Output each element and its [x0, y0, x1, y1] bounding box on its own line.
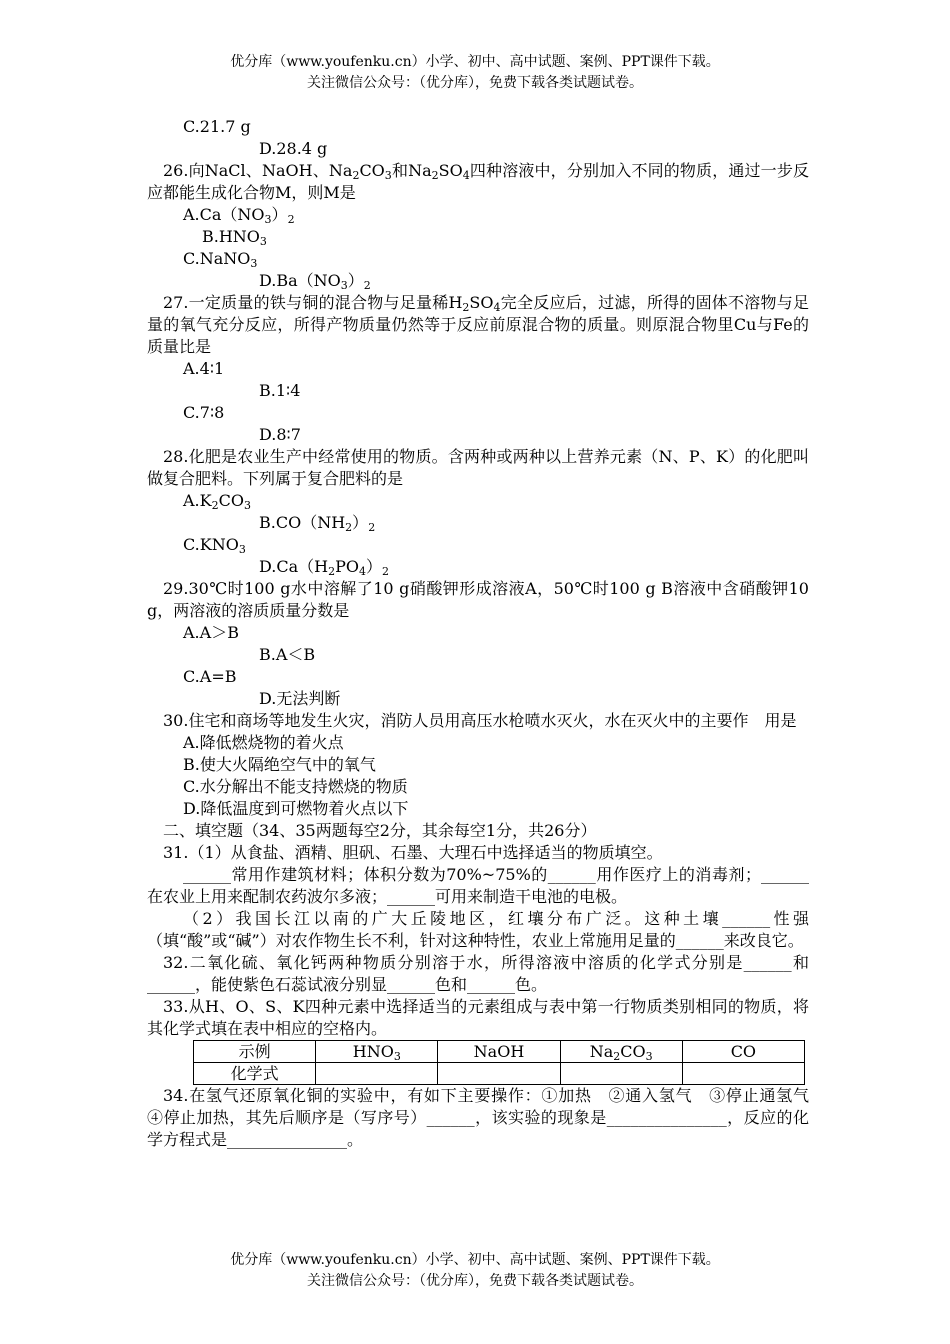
table-row — [194, 1041, 805, 1063]
q30-option-d: D.降低温度到可燃物着火点以下 — [183, 799, 409, 818]
q28-option-b: $B.CO(NH_2)_2$ — [259, 513, 376, 534]
q26-option-b: $B.HNO_3$ — [202, 227, 267, 248]
q29-option-c: C.A=B — [183, 667, 237, 686]
q29-option-a: A.A＞B — [183, 623, 239, 642]
q30-option-b: B.使大火隔绝空气中的氧气 — [183, 755, 376, 774]
q27-option-d: D.8∶7 — [259, 425, 301, 444]
q27-option-a: A.4∶1 — [183, 359, 225, 378]
q29-stem: 29.30℃时100 g水中溶解了10 g硝酸钾形成溶液A，50℃时100 g B溶液中含硝酸钾10 g，两溶液的溶质质量分数是 — [147, 579, 809, 620]
q30-stem: 30.住宅和商场等地发生火灾，消防人员用高压水枪喷水灭火，水在灭火中的主要作 用是 — [163, 711, 797, 730]
q30-option-a: A.降低燃烧物的着火点 — [183, 733, 344, 752]
footer-line-2: 关注微信公众号：（优分库），免费下载各类试题试卷。 — [307, 1273, 643, 1289]
table-cell: 示例 — [194, 1041, 316, 1063]
q26-option-a: $A.Ca(NO_3)_2$ — [183, 205, 295, 226]
q28-option-d: $D.Ca(H_2PO_4)_2$ — [259, 557, 389, 578]
table-cell: NaOH — [438, 1041, 560, 1063]
q27-stem: 27.一定质量的铁与铜的混合物与足量稀$H_2SO_4$完全反应后，过滤，所得的固体不溶物与足量的氧气充分反应，所得产物质量仍然等于反应前原混合物的质量。则原混合物里Cu与Fe的质量比是 — [147, 293, 809, 356]
q26-stem: 26.向NaCl、NaOH、$Na_2CO_3$和$Na_2SO_4$四种溶液中，分别加入不同的物质，通过一步反应都能生成化合物M，则M是 — [147, 161, 809, 202]
q31-part1-blanks: ______常用作建筑材料；体积分数为70%~75%的______用作医疗上的消毒剂；______在农业上用来配制农药波尔多液；______可用来制造干电池的电极。 — [147, 865, 809, 906]
exam-content — [147, 116, 826, 1151]
table-cell: CO — [682, 1041, 804, 1063]
q28-option-a: $A.K_2CO_3$ — [183, 491, 251, 512]
q33-text: 33.从H、O、S、K四种元素中选择适当的元素组成与表中第一行物质类别相同的物质，将其化学式填在表中相应的空格内。 — [147, 997, 809, 1038]
q25-option-d: D.28.4 g — [259, 139, 328, 158]
q34-text: 34.在氢气还原氧化铜的实验中，有如下主要操作：①加热 ②通入氢气 ③停止通氢气 ④停止加热，其先后顺序是（写序号）______，该实验的现象是_______________，反应的化学方程式是_______________。 — [147, 1086, 826, 1149]
q26-option-c: C.NaNO$_3$ — [183, 249, 258, 270]
q26-option-d: $D.Ba(NO_3)_2$ — [259, 271, 371, 292]
q27-option-b: B.1∶4 — [259, 381, 301, 400]
header-line-1: 优分库（www.youfenku.cn）小学、初中、高中试题、案例、PPT课件下载。 — [230, 54, 720, 70]
table-cell: $HNO_3$ — [316, 1041, 438, 1063]
answer-cell — [560, 1063, 682, 1085]
page-header — [0, 52, 950, 94]
answer-cell — [438, 1063, 560, 1085]
q27-option-c: C.7∶8 — [183, 403, 225, 422]
q28-option-c: $C.KNO_3$ — [183, 535, 246, 556]
footer-line-1: 优分库（www.youfenku.cn）小学、初中、高中试题、案例、PPT课件下载。 — [230, 1252, 720, 1268]
q31-part2: （2）我国长江以南的广大丘陵地区，红壤分布广泛。这种土壤______性强（填“酸”或“碱”）对农作物生长不利，针对这种特性，农业上常施用足量的______来改良它。 — [147, 909, 809, 950]
answer-cell — [682, 1063, 804, 1085]
q29-option-b: B.A＜B — [259, 645, 316, 664]
answer-cell — [316, 1063, 438, 1085]
table-row — [194, 1063, 805, 1085]
q28-stem: 28.化肥是农业生产中经常使用的物质。含两种或两种以上营养元素（N、P、K）的化肥叫做复合肥料。下列属于复合肥料的是 — [147, 447, 809, 488]
q30-option-c: C.水分解出不能支持燃烧的物质 — [183, 777, 408, 796]
page-footer — [0, 1250, 950, 1292]
q31-part1-intro: 31.（1）从食盐、酒精、胆矾、石墨、大理石中选择适当的物质填空。 — [163, 843, 663, 862]
q32-text: 32.二氧化硫、氧化钙两种物质分别溶于水，所得溶液中溶质的化学式分别是______和______，能使紫色石蕊试液分别显______色和______色。 — [147, 953, 809, 994]
q29-option-d: D.无法判断 — [259, 689, 341, 708]
table-cell: $Na_2CO_3$ — [560, 1041, 682, 1063]
table-cell: 化学式 — [194, 1063, 316, 1085]
q33-table — [193, 1040, 805, 1085]
section-2-heading: 二、填空题（34、35两题每空2分，其余每空1分，共26分） — [163, 821, 597, 840]
q25-option-c: C.21.7 g — [183, 117, 251, 136]
header-line-2: 关注微信公众号：（优分库），免费下载各类试题试卷。 — [307, 75, 643, 91]
